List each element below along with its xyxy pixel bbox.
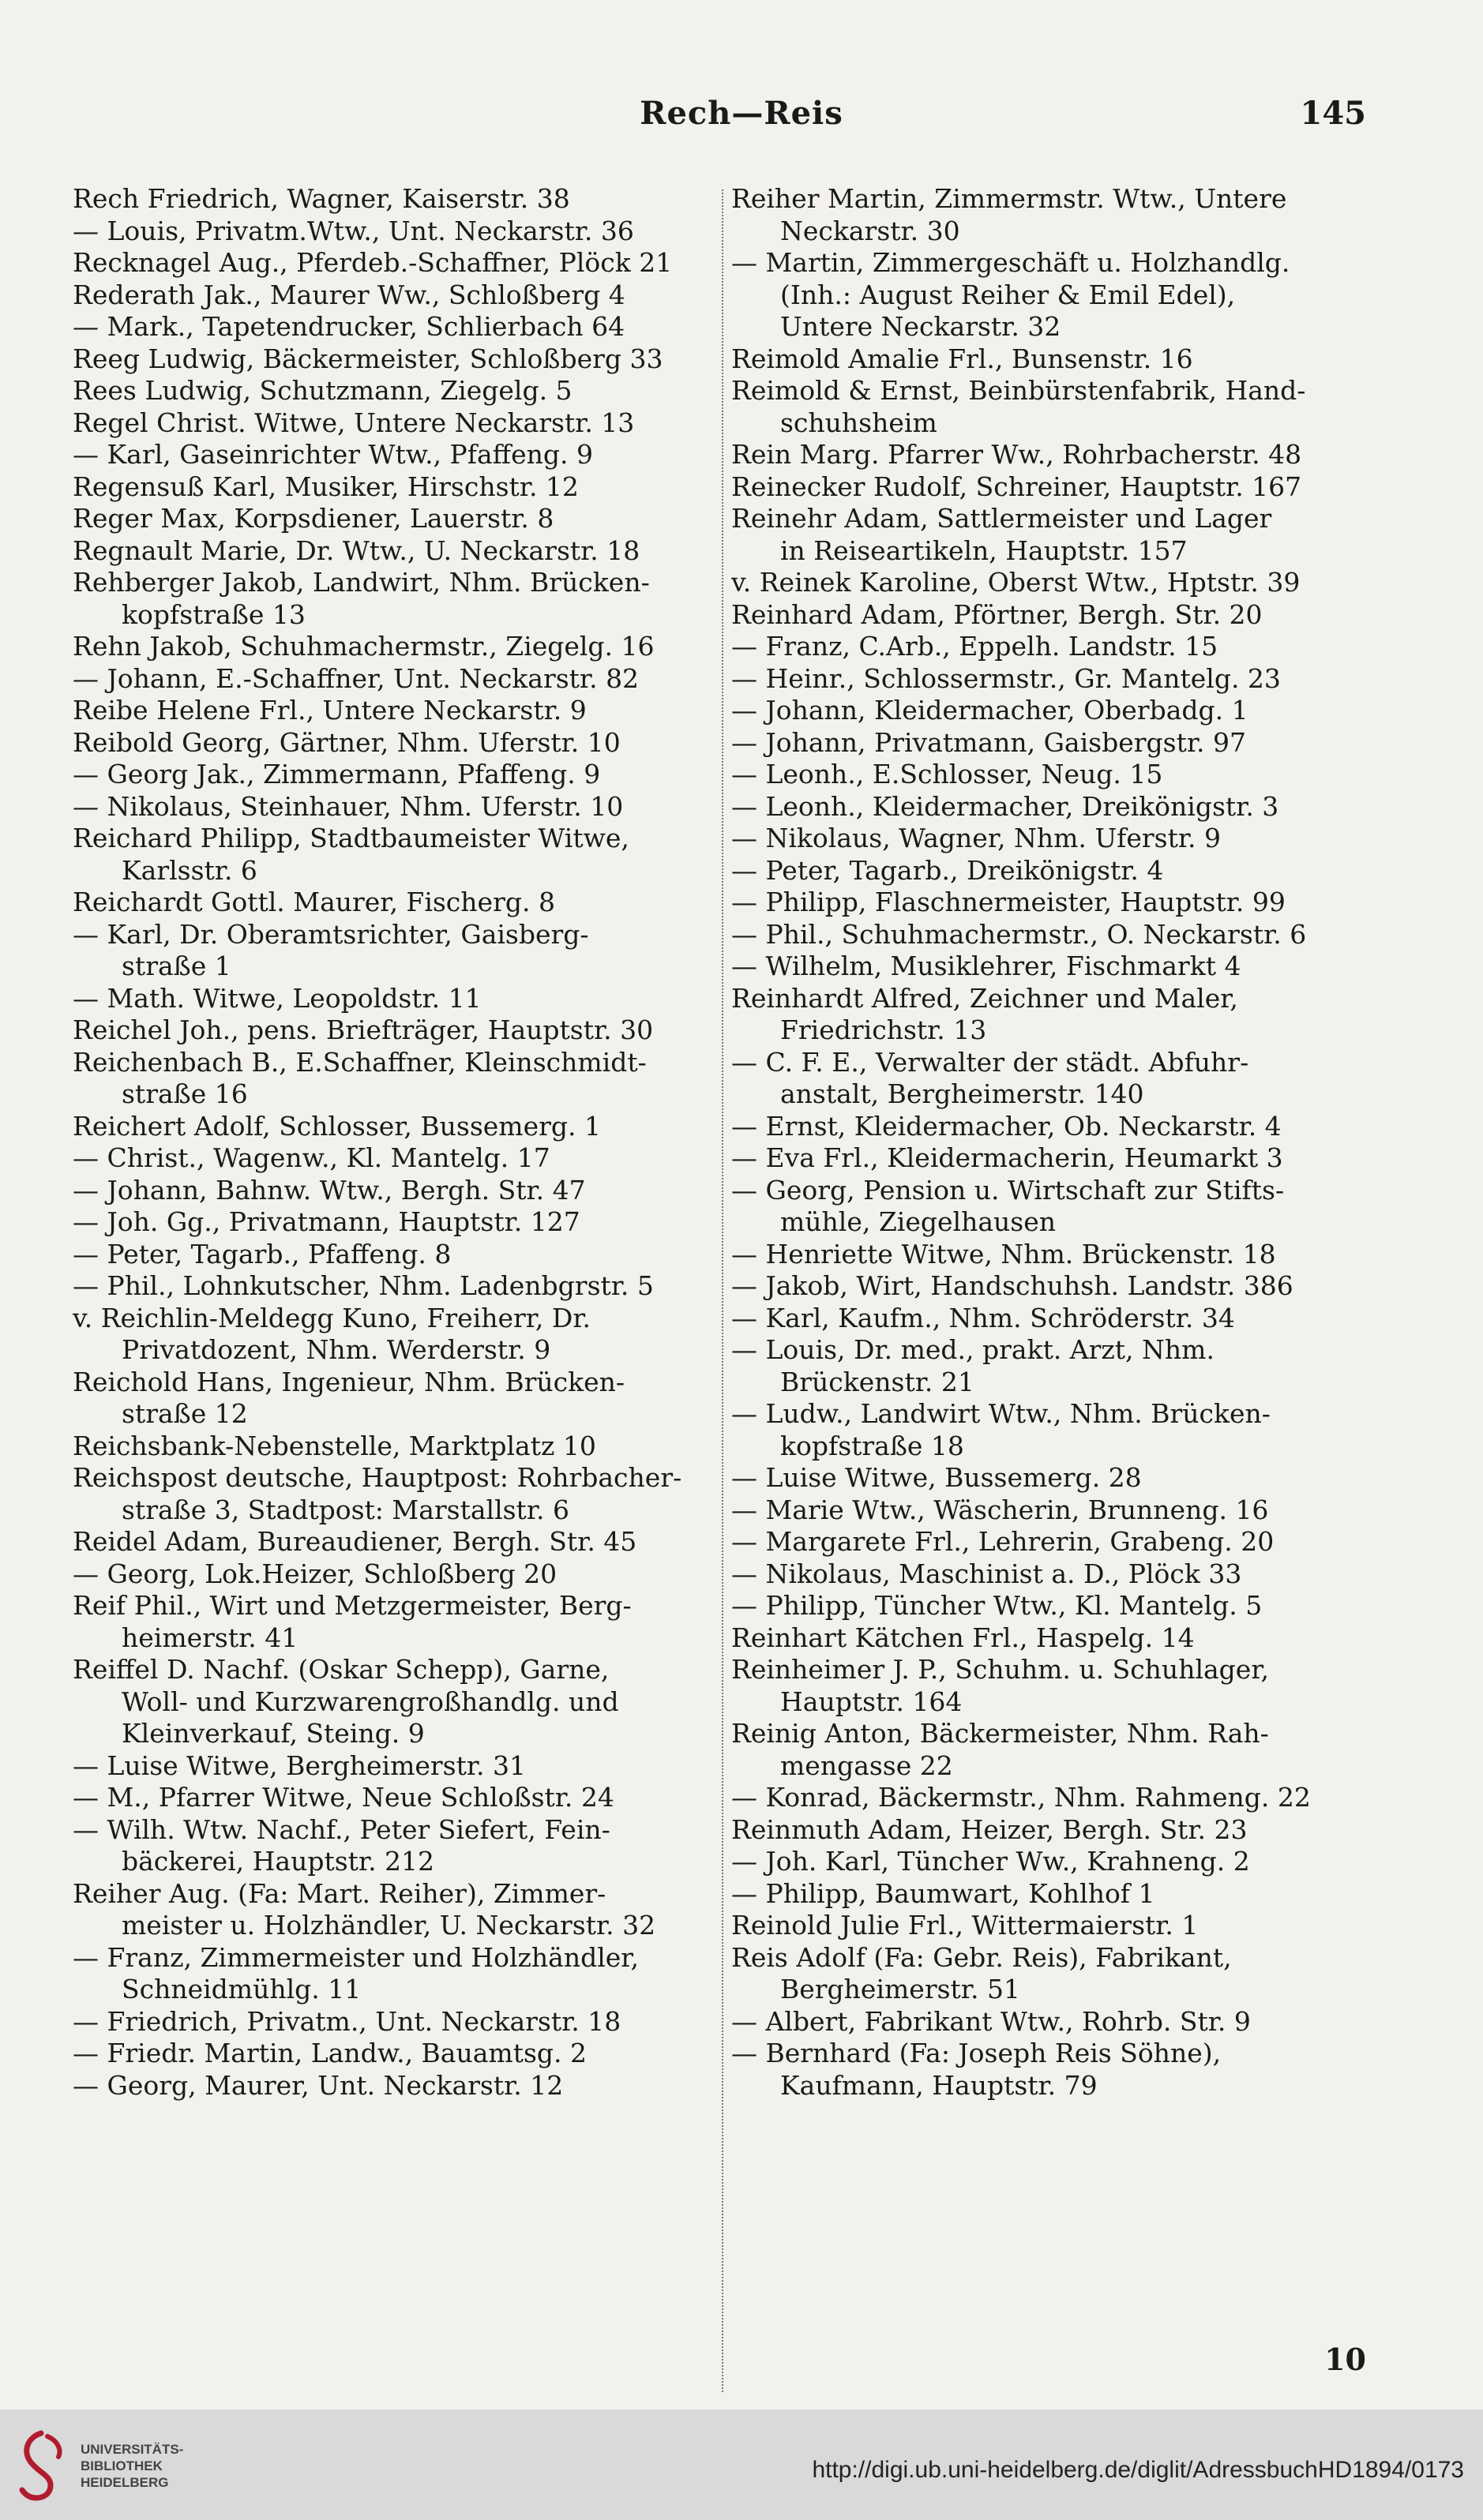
directory-entry-line: Rees Ludwig, Schutzmann, Ziegelg. 5: [73, 375, 573, 406]
directory-entry-line: — Johann, Privatmann, Gaisbergstr. 97: [731, 726, 1246, 758]
directory-entry-line: Rehn Jakob, Schuhmachermstr., Ziegelg. 16: [73, 631, 655, 662]
directory-entry-line: — Johann, E.-Schaffner, Unt. Neckarstr. 82: [73, 662, 640, 694]
directory-entry-line: Reibold Georg, Gärtner, Nhm. Uferstr. 10: [73, 726, 621, 758]
directory-entry-line: Reichspost deutsche, Hauptpost: Rohrbacher-: [73, 1462, 682, 1493]
directory-entry-line: straße 12: [122, 1398, 248, 1429]
directory-entry-line: Reger Max, Korpsdiener, Lauerstr. 8: [73, 503, 554, 534]
directory-entry-line: Reinhart Kätchen Frl., Haspelg. 14: [731, 1622, 1195, 1653]
directory-entry-line: — Peter, Tagarb., Pfaffeng. 8: [73, 1238, 452, 1269]
directory-entry-line: Kaufmann, Hauptstr. 79: [780, 2069, 1098, 2101]
directory-entry-line: — Georg, Maurer, Unt. Neckarstr. 12: [73, 2069, 564, 2101]
directory-entry-line: — Louis, Dr. med., prakt. Arzt, Nhm.: [731, 1334, 1215, 1365]
directory-entry-line: Reichard Philipp, Stadtbaumeister Witwe,: [73, 823, 629, 853]
directory-entry-line: Reinmuth Adam, Heizer, Bergh. Str. 23: [731, 1813, 1248, 1845]
directory-entry-line: — Karl, Kaufm., Nhm. Schröderstr. 34: [731, 1302, 1235, 1333]
directory-entry-line: Friedrichstr. 13: [780, 1014, 987, 1045]
directory-entry-line: — Leonh., E.Schlosser, Neug. 15: [731, 759, 1163, 789]
directory-entry-line: Rech Friedrich, Wagner, Kaiserstr. 38: [73, 183, 570, 214]
directory-entry-line: — Friedrich, Privatm., Unt. Neckarstr. 18: [73, 2005, 621, 2037]
directory-entry-line: Reiffel D. Nachf. (Oskar Schepp), Garne,: [73, 1654, 610, 1685]
directory-entry-line: — Luise Witwe, Bussemerg. 28: [731, 1462, 1142, 1493]
directory-entry-line: — Franz, Zimmermeister und Holzhändler,: [73, 1941, 639, 1973]
directory-entry-line: — Philipp, Baumwart, Kohlhof 1: [731, 1877, 1155, 1909]
directory-entry-line: Reis Adolf (Fa: Gebr. Reis), Fabrikant,: [731, 1941, 1232, 1973]
directory-entry-line: v. Reichlin-Meldegg Kuno, Freiherr, Dr.: [73, 1302, 591, 1333]
directory-entry-line: Reinold Julie Frl., Wittermaierstr. 1: [731, 1910, 1199, 1941]
directory-entry-line: — Joh. Karl, Tüncher Ww., Krahneng. 2: [731, 1846, 1250, 1877]
directory-entry-line: Reinhardt Alfred, Zeichner und Maler,: [731, 982, 1238, 1014]
directory-entry-line: Reif Phil., Wirt und Metzgermeister, Berg-: [73, 1590, 632, 1621]
logo-line-3: HEIDELBERG: [81, 2475, 169, 2490]
directory-entry-line: Woll- und Kurzwarengroßhandlg. und: [122, 1686, 619, 1717]
directory-entry-line: mengasse 22: [780, 1749, 953, 1781]
directory-entry-line: — Eva Frl., Kleidermacherin, Heumarkt 3: [731, 1142, 1283, 1173]
directory-entry-line: straße 16: [122, 1078, 248, 1109]
directory-entry-line: — Johann, Bahnw. Wtw., Bergh. Str. 47: [73, 1174, 586, 1206]
logo-line-2: BIBLIOTHEK: [81, 2458, 163, 2473]
directory-entry-line: Reichsbank-Nebenstelle, Marktplatz 10: [73, 1430, 596, 1461]
directory-entry-line: Reinheimer J. P., Schuhm. u. Schuhlager,: [731, 1654, 1269, 1685]
directory-entry-line: Neckarstr. 30: [780, 215, 960, 246]
directory-entry-line: — Jakob, Wirt, Handschuhsh. Landstr. 386: [731, 1270, 1293, 1301]
directory-entry-line: — Albert, Fabrikant Wtw., Rohrb. Str. 9: [731, 2005, 1251, 2037]
directory-entry-line: — Wilhelm, Musiklehrer, Fischmarkt 4: [731, 951, 1241, 981]
directory-entry-line: — Joh. Gg., Privatmann, Hauptstr. 127: [73, 1206, 580, 1237]
directory-entry-line: Rehberger Jakob, Landwirt, Nhm. Brücken-: [73, 567, 650, 598]
directory-entry-line: mühle, Ziegelhausen: [780, 1206, 1056, 1237]
directory-entry-line: Reichold Hans, Ingenieur, Nhm. Brücken-: [73, 1366, 625, 1397]
directory-entry-line: — Wilh. Wtw. Nachf., Peter Siefert, Fein-: [73, 1813, 610, 1845]
directory-entry-line: kopfstraße 18: [780, 1430, 964, 1461]
directory-entry-line: Reinhard Adam, Pförtner, Bergh. Str. 20: [731, 598, 1263, 630]
directory-entry-line: in Reiseartikeln, Hauptstr. 157: [780, 534, 1188, 566]
directory-entry-line: Reichardt Gottl. Maurer, Fischerg. 8: [73, 887, 555, 917]
directory-entry-line: Reichel Joh., pens. Briefträger, Hauptstr. 30: [73, 1014, 654, 1045]
right-column: [731, 183, 1379, 2102]
directory-entry-line: Reibe Helene Frl., Untere Neckarstr. 9: [73, 695, 587, 726]
directory-entry-line: — Peter, Tagarb., Dreikönigstr. 4: [731, 854, 1164, 886]
directory-entry-line: Reinig Anton, Bäckermeister, Nhm. Rah-: [731, 1718, 1269, 1749]
source-bar: [0, 2409, 1483, 2520]
source-url-link[interactable]: http://digi.ub.uni-heidelberg.de/diglit/AdressbuchHD1894/0173: [812, 2457, 1464, 2483]
directory-entry-line: — Math. Witwe, Leopoldstr. 11: [73, 982, 482, 1014]
directory-entry-line: Privatdozent, Nhm. Werderstr. 9: [122, 1334, 551, 1365]
directory-entry-line: Untere Neckarstr. 32: [780, 311, 1061, 342]
directory-entry-line: Reiher Martin, Zimmermstr. Wtw., Untere: [731, 183, 1287, 214]
directory-entry-line: Recknagel Aug., Pferdeb.-Schaffner, Plöck 21: [73, 247, 673, 278]
directory-entry-line: — Johann, Kleidermacher, Oberbadg. 1: [731, 695, 1248, 726]
directory-entry-line: — Nikolaus, Wagner, Nhm. Uferstr. 9: [731, 823, 1221, 853]
page-number: 145: [1300, 95, 1366, 132]
directory-entry-line: Rederath Jak., Maurer Ww., Schloßberg 4: [73, 279, 625, 310]
library-logo-text: [81, 2441, 183, 2491]
directory-entry-line: — Georg Jak., Zimmermann, Pfaffeng. 9: [73, 759, 601, 789]
directory-entry-line: — Phil., Schuhmachermstr., O. Neckarstr. 6: [731, 918, 1307, 950]
signature-number: 10: [1324, 2342, 1366, 2377]
directory-entry-line: Kleinverkauf, Steing. 9: [122, 1718, 425, 1749]
directory-entry-line: — Margarete Frl., Lehrerin, Grabeng. 20: [731, 1526, 1275, 1557]
directory-entry-line: Hauptstr. 164: [780, 1686, 963, 1717]
directory-entry-line: — Bernhard (Fa: Joseph Reis Söhne),: [731, 2038, 1222, 2068]
directory-entry-line: — Konrad, Bäckermstr., Nhm. Rahmeng. 22: [731, 1782, 1311, 1813]
directory-entry-line: Reinehr Adam, Sattlermeister und Lager: [731, 503, 1272, 534]
directory-entry-line: Reiher Aug. (Fa: Mart. Reiher), Zimmer-: [73, 1877, 606, 1909]
directory-entry-line: Reichert Adolf, Schlosser, Bussemerg. 1: [73, 1110, 602, 1142]
directory-entry-line: — Christ., Wagenw., Kl. Mantelg. 17: [73, 1142, 550, 1173]
directory-entry-line: Brückenstr. 21: [780, 1366, 974, 1397]
directory-entry-line: — Luise Witwe, Bergheimerstr. 31: [73, 1749, 527, 1781]
directory-entry-line: heimerstr. 41: [122, 1622, 298, 1653]
logo-line-1: UNIVERSITÄTS-: [81, 2442, 184, 2457]
directory-entry-line: — Leonh., Kleidermacher, Dreikönigstr. 3: [731, 790, 1279, 822]
directory-entry-line: — Ludw., Landwirt Wtw., Nhm. Brücken-: [731, 1398, 1271, 1429]
university-library-logo-icon: [16, 2430, 66, 2503]
directory-entry-line: — Nikolaus, Maschinist a. D., Plöck 33: [731, 1558, 1242, 1589]
directory-entry-line: — Marie Wtw., Wäscherin, Brunneng. 16: [731, 1494, 1269, 1525]
directory-entry-line: — Phil., Lohnkutscher, Nhm. Ladenbgrstr. 5: [73, 1270, 654, 1301]
directory-entry-line: Regel Christ. Witwe, Untere Neckarstr. 13: [73, 407, 635, 438]
directory-entry-line: — Georg, Lok.Heizer, Schloßberg 20: [73, 1558, 558, 1589]
directory-entry-line: — Karl, Gaseinrichter Wtw., Pfaffeng. 9: [73, 439, 593, 470]
directory-entry-line: Reichenbach B., E.Schaffner, Kleinschmidt-: [73, 1046, 647, 1078]
directory-entry-line: Reimold & Ernst, Beinbürstenfabrik, Hand-: [731, 375, 1306, 406]
directory-entry-line: straße 1: [122, 951, 231, 981]
directory-entry-line: Rein Marg. Pfarrer Ww., Rohrbacherstr. 48: [731, 439, 1302, 470]
directory-entry-line: — Ernst, Kleidermacher, Ob. Neckarstr. 4: [731, 1110, 1282, 1142]
directory-entry-line: — Henriette Witwe, Nhm. Brückenstr. 18: [731, 1238, 1276, 1269]
directory-entry-line: (Inh.: August Reiher & Emil Edel),: [780, 279, 1236, 310]
directory-entry-line: schuhsheim: [780, 407, 937, 438]
directory-entry-line: Regnault Marie, Dr. Wtw., U. Neckarstr. 18: [73, 534, 640, 566]
directory-entry-line: Reinecker Rudolf, Schreiner, Hauptstr. 167: [731, 471, 1302, 502]
column-divider: [722, 189, 723, 2392]
directory-entry-line: — Philipp, Tüncher Wtw., Kl. Mantelg. 5: [731, 1590, 1263, 1621]
directory-entry-line: v. Reinek Karoline, Oberst Wtw., Hptstr. 39: [731, 567, 1301, 598]
directory-entry-line: — Martin, Zimmergeschäft u. Holzhandlg.: [731, 247, 1290, 278]
directory-entry-line: — M., Pfarrer Witwe, Neue Schloßstr. 24: [73, 1782, 614, 1813]
directory-entry-line: Reidel Adam, Bureaudiener, Bergh. Str. 45: [73, 1526, 637, 1557]
directory-entry-line: — C. F. E., Verwalter der städt. Abfuhr-: [731, 1046, 1249, 1078]
directory-entry-line: Reeg Ludwig, Bäckermeister, Schloßberg 33: [73, 343, 663, 374]
directory-entry-line: Bergheimerstr. 51: [780, 1974, 1020, 2004]
directory-entry-line: — Nikolaus, Steinhauer, Nhm. Uferstr. 10: [73, 790, 624, 822]
directory-entry-line: — Franz, C.Arb., Eppelh. Landstr. 15: [731, 631, 1218, 662]
directory-entry-line: — Karl, Dr. Oberamtsrichter, Gaisberg-: [73, 918, 589, 950]
directory-entry-line: — Georg, Pension u. Wirtschaft zur Stifts-: [731, 1174, 1285, 1206]
directory-entry-line: Karlsstr. 6: [122, 854, 257, 886]
directory-entry-line: anstalt, Bergheimerstr. 140: [780, 1078, 1144, 1109]
directory-entry-line: bäckerei, Hauptstr. 212: [122, 1846, 435, 1877]
directory-entry-line: Schneidmühlg. 11: [122, 1974, 362, 2004]
directory-entry-line: — Heinr., Schlossermstr., Gr. Mantelg. 23: [731, 662, 1281, 694]
directory-entry-line: Reimold Amalie Frl., Bunsenstr. 16: [731, 343, 1193, 374]
running-head: Rech—Reis: [640, 95, 843, 132]
directory-entry-line: straße 3, Stadtpost: Marstallstr. 6: [122, 1494, 569, 1525]
directory-entry-line: kopfstraße 13: [122, 598, 306, 630]
directory-entry-line: — Philipp, Flaschnermeister, Hauptstr. 99: [731, 887, 1286, 917]
directory-entry-line: — Mark., Tapetendrucker, Schlierbach 64: [73, 311, 625, 342]
directory-entry-line: — Louis, Privatm.Wtw., Unt. Neckarstr. 36: [73, 215, 634, 246]
left-column: [73, 183, 712, 2102]
directory-entry-line: — Friedr. Martin, Landw., Bauamtsg. 2: [73, 2038, 587, 2068]
directory-entry-line: Regensuß Karl, Musiker, Hirschstr. 12: [73, 471, 579, 502]
directory-entry-line: meister u. Holzhändler, U. Neckarstr. 32: [122, 1910, 656, 1941]
